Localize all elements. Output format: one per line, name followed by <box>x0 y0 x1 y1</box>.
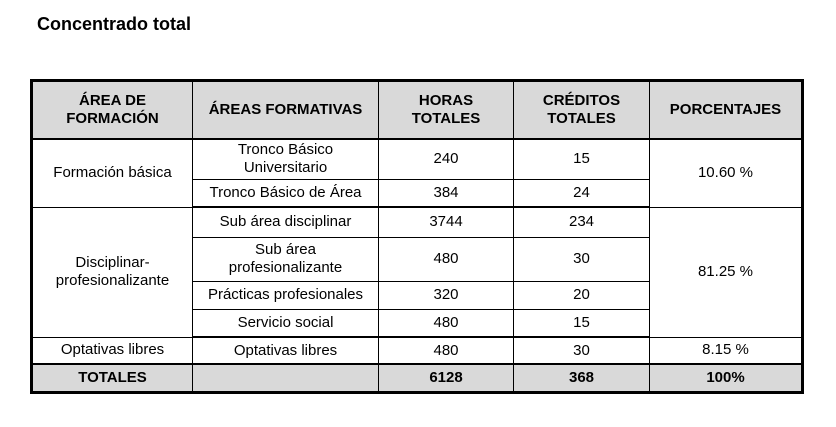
credits-cell: 15 <box>514 139 650 179</box>
credits-cell: 20 <box>514 281 650 309</box>
area-cell: Formación básica <box>32 139 193 207</box>
totals-row <box>32 364 803 393</box>
credits-cell: 24 <box>514 179 650 207</box>
hours-cell: 480 <box>379 309 514 337</box>
header-row <box>32 81 803 140</box>
totals-label: TOTALES <box>32 364 193 393</box>
totals-hours: 6128 <box>379 364 514 393</box>
hours-cell: 384 <box>379 179 514 207</box>
totals-empty-cell <box>193 364 379 393</box>
credits-cell: 234 <box>514 207 650 237</box>
area-cell: Disciplinar-profesionalizante <box>32 207 193 337</box>
formativa-cell: Sub área profesionalizante <box>193 237 379 281</box>
credits-cell: 30 <box>514 237 650 281</box>
header-porcentajes: PORCENTAJES <box>650 81 803 140</box>
formativa-cell: Prácticas profesionales <box>193 281 379 309</box>
credits-cell: 30 <box>514 337 650 364</box>
totals-percent: 100% <box>650 364 803 393</box>
table-row <box>32 207 803 237</box>
concentrado-table <box>30 79 804 394</box>
header-areas-formativas: ÁREAS FORMATIVAS <box>193 81 379 140</box>
credits-cell: 15 <box>514 309 650 337</box>
formativa-cell: Sub área disciplinar <box>193 207 379 237</box>
header-creditos-totales: CRÉDITOS TOTALES <box>514 81 650 140</box>
hours-cell: 240 <box>379 139 514 179</box>
percent-cell: 8.15 % <box>650 337 803 364</box>
formativa-cell: Tronco Básico de Área <box>193 179 379 207</box>
hours-cell: 320 <box>379 281 514 309</box>
formativa-cell: Servicio social <box>193 309 379 337</box>
percent-cell: 10.60 % <box>650 139 803 207</box>
percent-cell: 81.25 % <box>650 207 803 337</box>
hours-cell: 3744 <box>379 207 514 237</box>
table-row <box>32 337 803 364</box>
page-title: Concentrado total <box>37 14 192 34</box>
formativa-cell: Tronco Básico Universitario <box>193 139 379 179</box>
hours-cell: 480 <box>379 337 514 364</box>
formativa-cell: Optativas libres <box>193 337 379 364</box>
header-horas-totales: HORAS TOTALES <box>379 81 514 140</box>
area-cell: Optativas libres <box>32 337 193 364</box>
header-area-de-formacion: ÁREA DE FORMACIÓN <box>32 81 193 140</box>
table-row <box>32 139 803 179</box>
totals-credits: 368 <box>514 364 650 393</box>
hours-cell: 480 <box>379 237 514 281</box>
